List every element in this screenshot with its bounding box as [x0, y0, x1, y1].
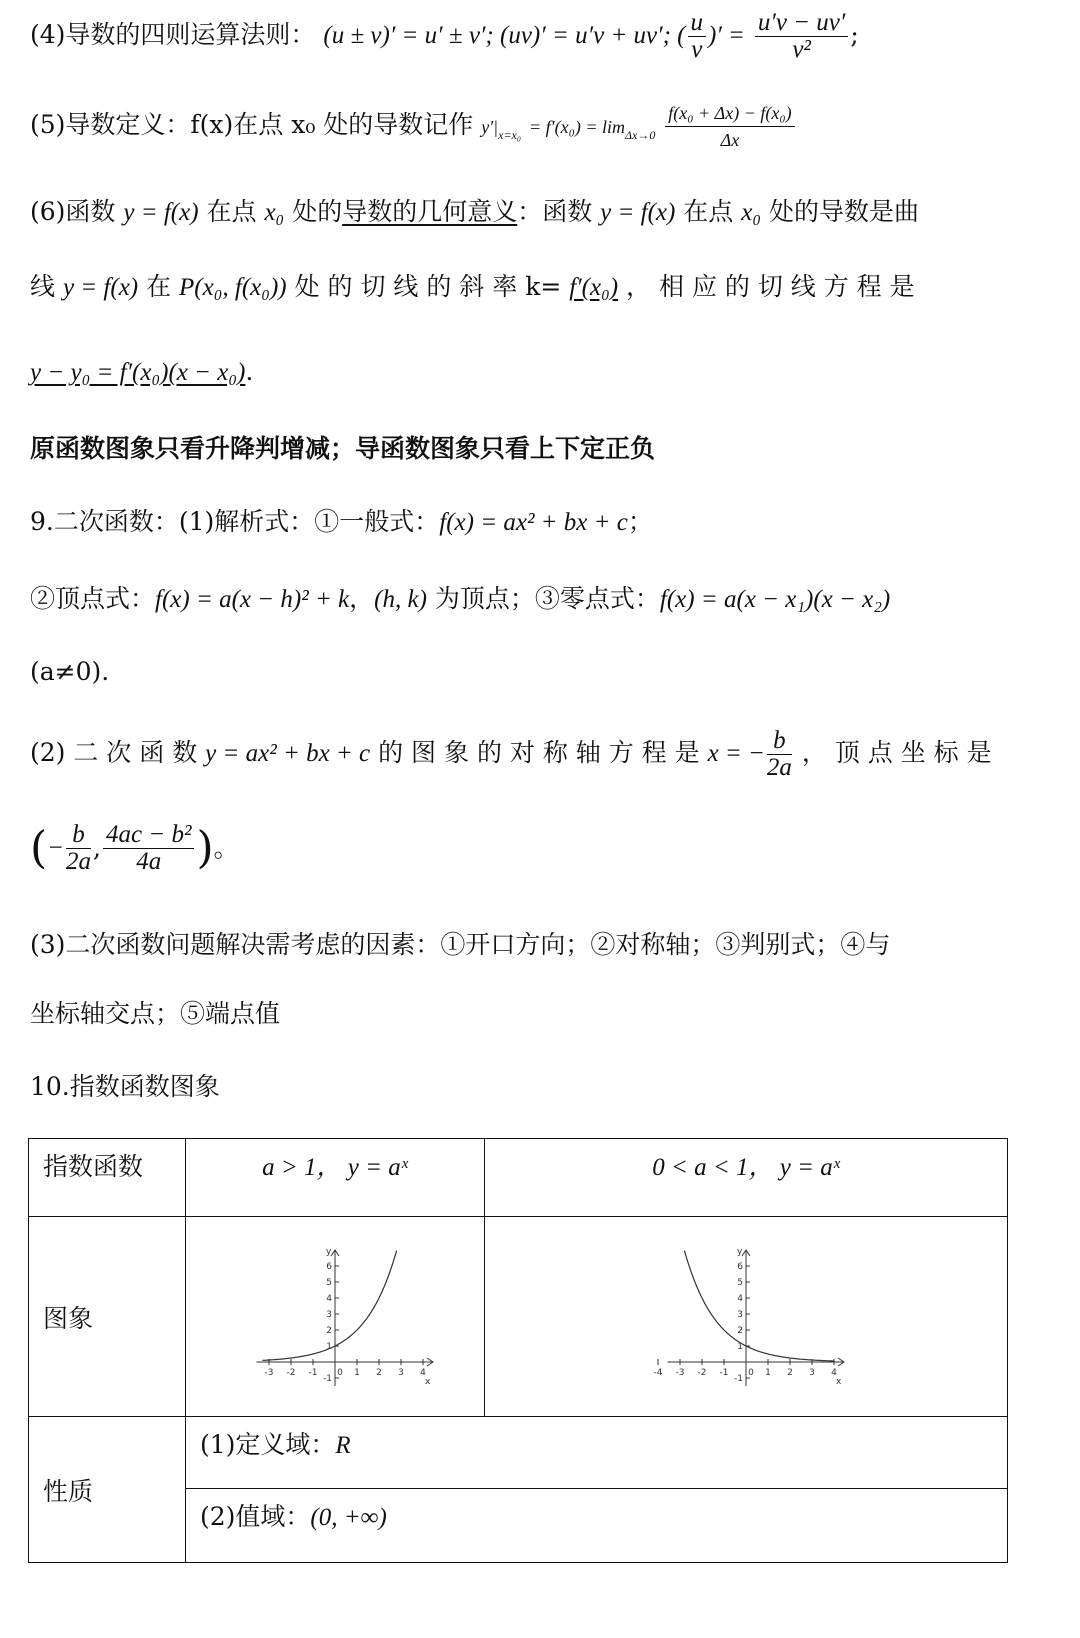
- table-header-cell: 指数函数: [29, 1139, 186, 1217]
- text: ， 顶 点 坐 标 是: [793, 738, 992, 767]
- math: (h, k): [374, 586, 427, 613]
- exponential-growth-graph: [235, 1232, 435, 1402]
- row-label-properties: 性质: [29, 1417, 186, 1563]
- vertex-x-fraction: $\frac{b}{2a}$: [66, 821, 92, 875]
- range-cell: [186, 1489, 1008, 1563]
- derivative-rules-label: (4)导数的四则运算法则：: [30, 20, 316, 49]
- geometric-meaning-line-1: [30, 195, 919, 230]
- text: (1)定义域：: [200, 1430, 336, 1459]
- x-tick-label: -3: [675, 1367, 685, 1378]
- limit-expression: = f′(x₀) = lim: [529, 117, 625, 137]
- y-tick-label: 6: [737, 1261, 743, 1272]
- quadratic-factors-line-1: (3)二次函数问题解决需考虑的因素：①开口方向；②对称轴；③判别式；④与: [30, 930, 891, 959]
- math: f(x) = a(x − h)² + k: [155, 586, 350, 613]
- math: P(x₀, f(x₀)): [179, 274, 287, 301]
- y-tick-label: 5: [326, 1277, 332, 1288]
- x-tick-label: -2: [697, 1367, 707, 1378]
- x-tick-label: 1: [354, 1367, 360, 1378]
- graph-cell-decay: [485, 1217, 1008, 1417]
- exponential-decay-graph: [646, 1232, 846, 1402]
- x-tick-label: -4: [653, 1367, 663, 1378]
- text: 的 图 象 的 对 称 轴 方 程 是: [370, 738, 708, 767]
- math: y = f(x): [62, 274, 139, 301]
- text: 处的导数是曲: [761, 197, 919, 226]
- underlined-term: 导数的几何意义: [342, 197, 518, 226]
- difference-quotient: $\frac{\text{f(x₀ + Δx) − f(x₀)}}{\Delta x}$: [665, 100, 794, 153]
- math: y = f(x): [600, 199, 676, 226]
- text: 9.二次函数：(1)解析式：①一般式：: [30, 507, 440, 536]
- left-paren: (: [30, 822, 48, 874]
- derivative-rules-line: [30, 10, 859, 63]
- text: (6)函数: [30, 197, 124, 226]
- y-tick-label: 4: [326, 1293, 332, 1304]
- domain-cell: [186, 1417, 1008, 1489]
- x-tick-label: 1: [765, 1367, 771, 1378]
- math: f(x) = ax² + bx + c: [439, 509, 628, 536]
- full-stop: 。: [213, 833, 239, 863]
- math: (0, +∞): [310, 1504, 387, 1531]
- quadratic-general-form: [30, 505, 653, 540]
- derivative-definition-label: (5)导数定义：f(x)在点 x₀ 处的导数记作: [30, 110, 474, 139]
- derivative-definition-line: [30, 100, 797, 153]
- graph-cell-growth: [186, 1217, 485, 1417]
- minus: −: [47, 834, 65, 862]
- x-tick-label: 2: [787, 1367, 793, 1378]
- quotient-rule-fraction: $\frac{u'v - uv'}{\text{v²}}$: [755, 10, 849, 63]
- semicolon: ;: [850, 20, 859, 49]
- y-tick-label: 3: [326, 1309, 332, 1320]
- y-tick-label: 2: [737, 1325, 743, 1336]
- text: ；: [627, 507, 653, 536]
- quadratic-vertex-zero-form: [30, 582, 890, 617]
- x-tick-label: -3: [264, 1367, 274, 1378]
- x-tick-label: 0: [337, 1367, 343, 1378]
- y-tick-label: 1: [326, 1341, 332, 1352]
- graph-reading-slogan: 原函数图象只看升降判增减；导函数图象只看上下定正负: [30, 434, 656, 463]
- text: 在点: [675, 197, 742, 226]
- text: 处 的 切 线 的 斜 率 k=: [286, 272, 570, 301]
- quadratic-factors-line-2: 坐标轴交点；⑤端点值: [30, 999, 281, 1028]
- y-tick-label: 5: [737, 1277, 743, 1288]
- math: f(x) = a(x − x₁)(x − x₂): [659, 586, 891, 613]
- y-tick-label: 3: [737, 1309, 743, 1320]
- text: ：函数: [517, 197, 601, 226]
- x-tick-label: -2: [286, 1367, 296, 1378]
- exponential-function-table: [28, 1138, 1008, 1563]
- tangent-line-equation: [30, 355, 253, 390]
- u-over-v-fraction: $\frac{u}{v}$: [688, 10, 707, 63]
- x-tick-label: 0: [748, 1367, 754, 1378]
- vertex-coordinates: [30, 822, 239, 875]
- table-header-cell: a > 1， y = aˣ: [186, 1139, 485, 1217]
- text: 线: [30, 272, 63, 301]
- row-label-graph: 图象: [29, 1217, 186, 1417]
- text: ， 相 应 的 切 线 方 程 是: [618, 272, 915, 301]
- text: ②顶点式：: [30, 584, 156, 613]
- y-axis-label: y: [326, 1246, 332, 1257]
- nonzero-condition: (a≠0).: [30, 657, 110, 686]
- text: 在点: [198, 197, 265, 226]
- y-prime: y′|: [481, 117, 499, 137]
- math: x = −: [707, 740, 765, 767]
- table-header-cell: 0 < a < 1， y = aˣ: [485, 1139, 1008, 1217]
- text: 处的: [284, 197, 343, 226]
- exponential-section-title: 10.指数函数图象: [30, 1072, 220, 1101]
- limit-subscript: Δx→0: [624, 128, 656, 142]
- math: R: [335, 1432, 351, 1459]
- x-tick-label: 3: [809, 1367, 815, 1378]
- math: y = ax² + bx + c: [205, 740, 371, 767]
- axis-fraction: $\frac{b}{2a}$: [766, 727, 792, 781]
- text: (2)值域：: [200, 1502, 311, 1531]
- equals-sign: )′ =: [708, 22, 745, 49]
- period: .: [245, 357, 254, 386]
- math: x₀: [741, 199, 762, 226]
- table-row-graph: [29, 1217, 1008, 1417]
- x-axis-label: x: [425, 1376, 431, 1387]
- x-axis-label: x: [836, 1376, 842, 1387]
- vertex-y-fraction: $\frac{\text{4ac − b²}}{4a}$: [103, 822, 194, 875]
- slope-blank: f′(x₀): [569, 274, 619, 301]
- comma: ,: [93, 833, 101, 863]
- text: 在: [138, 272, 180, 301]
- y-axis-label: y: [737, 1246, 743, 1257]
- y-tick-label: -1: [323, 1373, 332, 1384]
- math: y = f(x): [123, 199, 199, 226]
- table-row-properties-1: [29, 1417, 1008, 1489]
- text: (2) 二 次 函 数: [30, 738, 206, 767]
- tangent-equation-blank: y − y₀ = f′(x₀)(x − x₀): [30, 359, 246, 386]
- right-paren: ): [196, 822, 214, 874]
- x-tick-label: 3: [398, 1367, 404, 1378]
- x-tick-label: 4: [831, 1367, 837, 1378]
- y-tick-label: -1: [734, 1373, 743, 1384]
- x-tick-label: -1: [719, 1367, 729, 1378]
- y-tick-label: 2: [326, 1325, 332, 1336]
- geometric-meaning-line-2: [30, 270, 915, 305]
- text: ，: [349, 584, 375, 613]
- exponential-curve: [684, 1250, 834, 1360]
- y-tick-label: 6: [326, 1261, 332, 1272]
- table-header-row: [29, 1139, 1008, 1217]
- axis-of-symmetry-line: [30, 728, 992, 781]
- y-tick-label: 1: [737, 1341, 743, 1352]
- eval-subscript: x=x₀: [498, 128, 522, 142]
- derivative-rules-formula: (u ± v)′ = u′ ± v′; (uv)′ = u′v + uv′; (: [323, 22, 686, 49]
- x-tick-label: -1: [308, 1367, 318, 1378]
- x-tick-label: 2: [376, 1367, 382, 1378]
- x-tick-label: 4: [420, 1367, 426, 1378]
- text: 为顶点；③零点式：: [426, 584, 660, 613]
- y-tick-label: 4: [737, 1293, 743, 1304]
- math: x₀: [264, 199, 285, 226]
